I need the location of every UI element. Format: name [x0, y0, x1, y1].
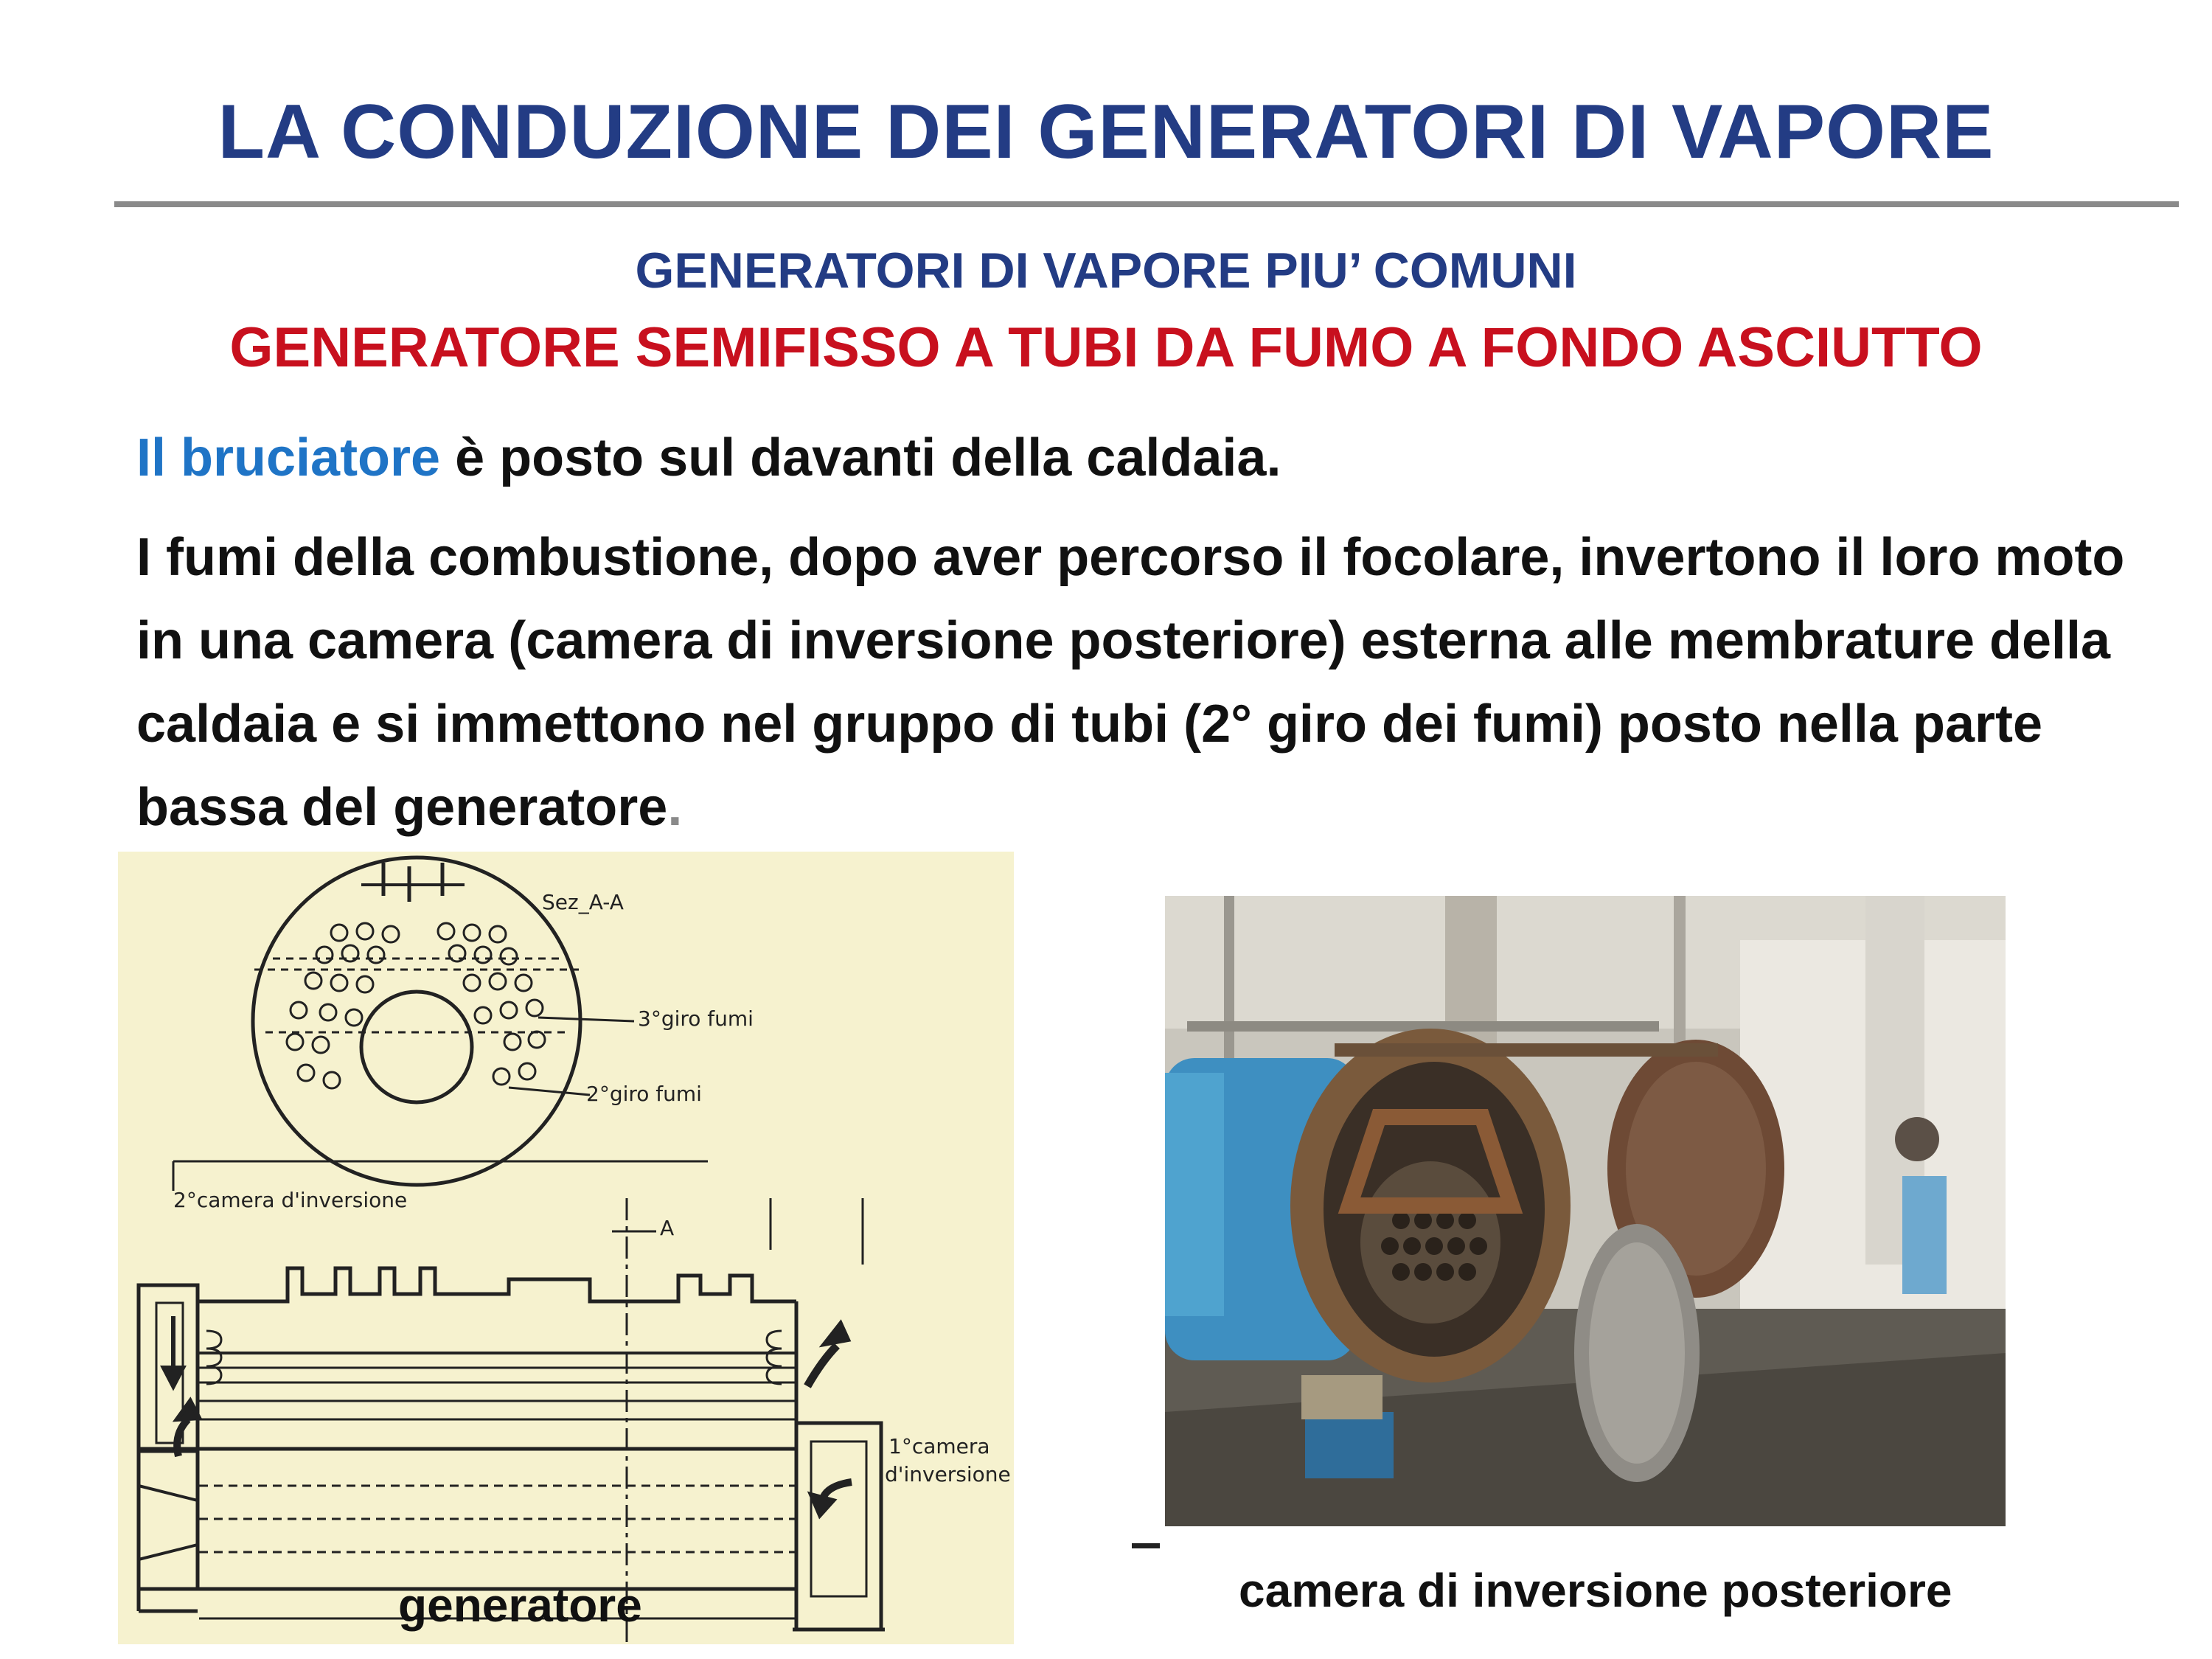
third-pass-label: 3°giro fumi — [638, 1006, 754, 1031]
paragraph-flue-gas-text: I fumi della combustione, dopo aver percorso il focolare, invertono il loro moto in una camera (camera di inversione posteriore) esterna alle membrature della caldaia e si immettono nel gruppo di tubi (2° giro dei fumi) posto nella parte bassa del generatore — [136, 528, 2125, 837]
furnace-circle — [361, 992, 472, 1102]
slide-subtitle-red: GENERATORE SEMIFISSO A TUBI DA FUMO A FONDO ASCIUTTO — [229, 316, 1983, 379]
caption-rear-chamber: camera di inversione posteriore — [1239, 1564, 1952, 1617]
caption-generator: generatore — [398, 1579, 642, 1632]
first-chamber-label-2: d'inversione — [885, 1462, 1011, 1486]
dash-mark — [1132, 1543, 1160, 1548]
slide-title: LA CONDUZIONE DEI GENERATORI DI VAPORE — [218, 89, 1994, 175]
slide-subtitle: GENERATORI DI VAPORE PIU’ COMUNI — [635, 243, 1577, 299]
second-chamber-label: 2°camera d'inversione — [173, 1188, 408, 1212]
section-circle — [253, 858, 580, 1185]
first-chamber-label: 1°camera — [888, 1434, 990, 1458]
paragraph-flue-gas — [136, 516, 2142, 849]
paragraph-end-dot: . — [667, 778, 683, 837]
paragraph-burner — [136, 428, 2127, 488]
boiler-drawing-svg — [118, 852, 1014, 1644]
paragraph-burner-text: è posto sul davanti della caldaia. — [440, 428, 1281, 487]
title-divider — [114, 201, 2179, 207]
section-mark-label: A — [660, 1216, 675, 1240]
burner-highlight: Il bruciatore — [136, 428, 441, 487]
second-pass-label: 2°giro fumi — [586, 1082, 702, 1106]
section-label: Sez_A-A — [542, 890, 624, 914]
boiler-photo — [1165, 896, 2006, 1526]
boiler-photo-svg — [1165, 896, 2006, 1526]
boiler-drawing — [118, 852, 1014, 1644]
